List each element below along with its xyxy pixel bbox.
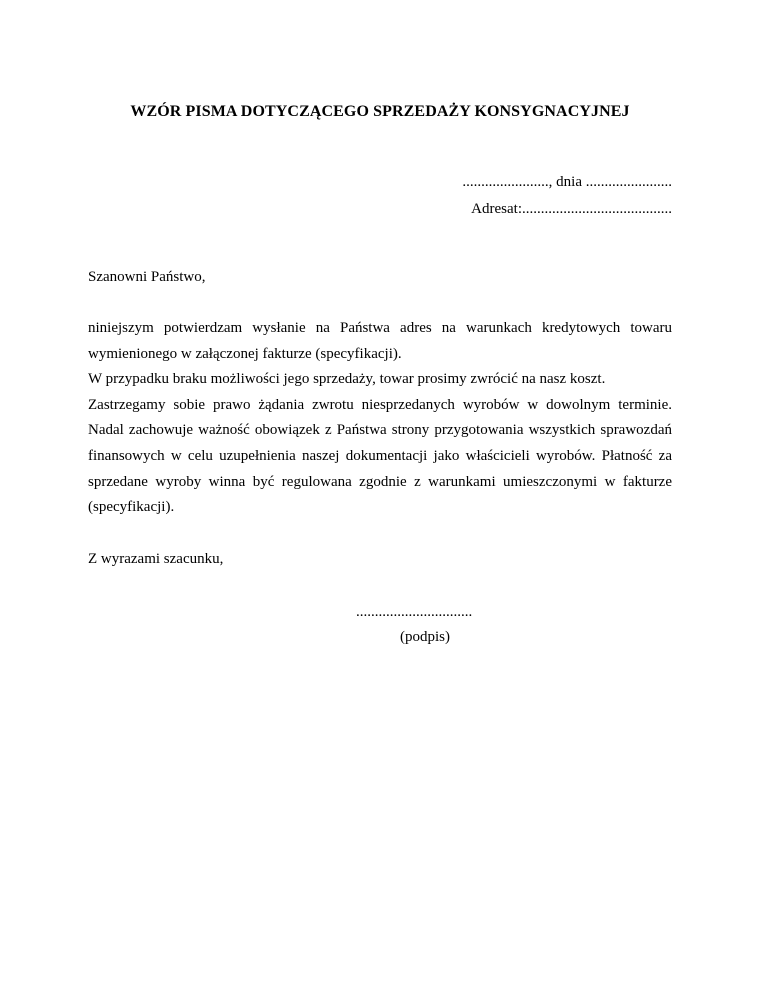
document-title: WZÓR PISMA DOTYCZĄCEGO SPRZEDAŻY KONSYGNACYJNEJ: [130, 103, 630, 120]
body-paragraph-1: niniejszym potwierdzam wysłanie na Państwa adres na warunkach kredytowych towaru wymienionego w załączonej fakturze (specyfikacji).: [88, 320, 672, 362]
body-paragraph-2: W przypadku braku możliwości jego sprzedaży, towar prosimy zwrócić na nasz koszt.: [88, 371, 606, 388]
letter-body: [88, 316, 672, 521]
signature-label: (podpis): [400, 629, 450, 645]
document-page: [88, 0, 672, 984]
addressee-line: Adresat:........................................: [471, 201, 672, 217]
place-date-line: ......................., dnia .......................: [462, 174, 672, 190]
signature-line: ...............................: [356, 604, 473, 620]
body-paragraph-3: Zastrzegamy sobie prawo żądania zwrotu niesprzedanych wyrobów w dowolnym terminie. Nadal zachowuje ważność obowiązek z Państwa strony przygotowania wszystkich sprawozdań finansowych w celu uzupełnienia naszej dokumentacji jako właścicieli wyrobów. Płatność za sprzedane wyroby winna być regulowana zgodnie z warunkami umieszczonymi w fakturze (specyfikacji).: [88, 396, 672, 516]
closing-phrase: Z wyrazami szacunku,: [88, 551, 224, 567]
salutation: Szanowni Państwo,: [88, 269, 206, 285]
